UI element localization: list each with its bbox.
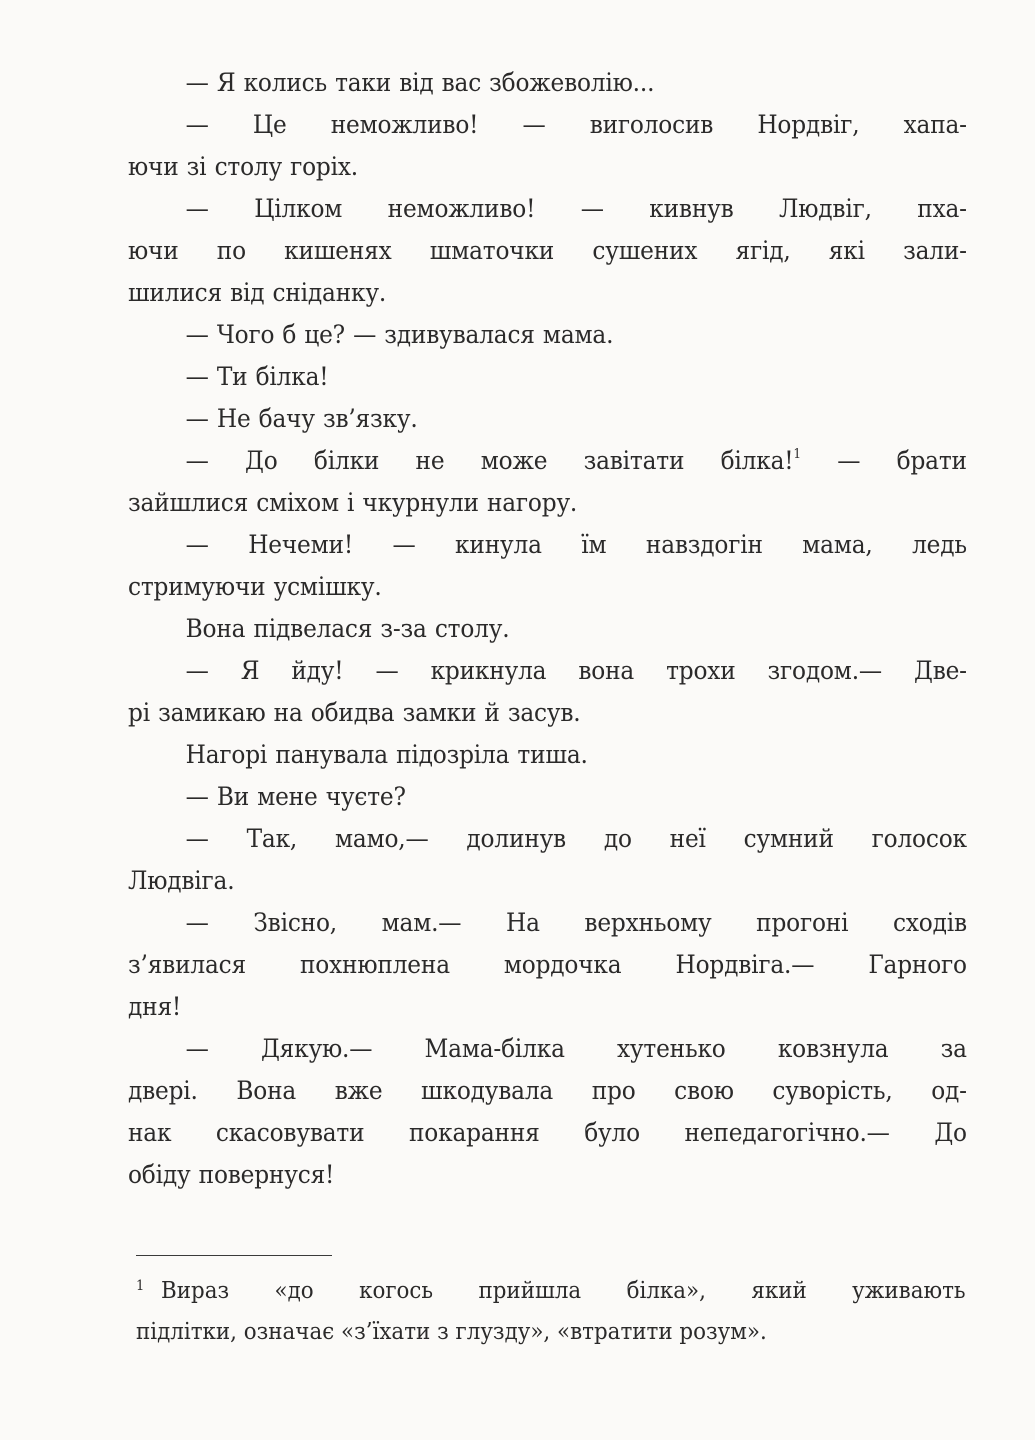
- text-line: — Звісно, мам.— На верхньому прогоні сходів: [185, 908, 967, 937]
- text-line: — Не бачу зв’язку.: [185, 404, 418, 433]
- paragraph: [128, 1028, 967, 1196]
- footnote-number: 1: [136, 1278, 145, 1294]
- text-line: Вона підвелася з-за столу.: [185, 614, 510, 643]
- text-line: з’явилася похнюплена мордочка Нордвіга.— Гарного: [128, 950, 967, 979]
- paragraph: [128, 356, 967, 398]
- paragraph: [128, 104, 967, 188]
- text-line: рі замикаю на обидва замки й засув.: [128, 698, 581, 727]
- body-text: [128, 62, 966, 1196]
- paragraph: [128, 314, 967, 356]
- text-line: — Я колись таки від вас збожеволію...: [185, 68, 655, 97]
- text-line: шилися від сніданку.: [128, 278, 387, 307]
- text-line: обіду повернуся!: [128, 1160, 335, 1189]
- text-line: — Ти білка!: [185, 362, 329, 391]
- text-line: дня!: [128, 992, 182, 1021]
- text-line: — Ви мене чуєте?: [185, 782, 406, 811]
- paragraph: [128, 524, 967, 608]
- text-line: — Нечеми! — кинула їм навздогін мама, ледь: [185, 530, 967, 559]
- text-line: — Дякую.— Мама-білка хутенько ковзнула за: [185, 1034, 967, 1063]
- text-segment: — брати: [800, 446, 967, 475]
- paragraph: [128, 776, 967, 818]
- text-line: двері. Вона вже шкодувала про свою суворість, од-: [128, 1076, 967, 1105]
- paragraph: [128, 650, 967, 734]
- text-line: [128, 440, 967, 482]
- paragraph: [128, 818, 967, 902]
- paragraph: [128, 62, 967, 104]
- text-line: зайшлися сміхом і чкурнули нагору.: [128, 488, 578, 517]
- text-line: нак скасовувати покарання було непедагогічно.— До: [128, 1118, 967, 1147]
- text-segment: — До білки не може завітати білка!: [185, 446, 794, 475]
- footnote-reference[interactable]: 1: [793, 447, 801, 462]
- footnote-text: Вираз «до когось прийшла білка», який уживають: [161, 1278, 966, 1304]
- paragraph: [128, 608, 967, 650]
- text-line: ючи по кишенях шматочки сушених ягід, які зали-: [128, 236, 967, 265]
- paragraph: [128, 398, 967, 440]
- text-line: — Я йду! — крикнула вона трохи згодом.— Две-: [185, 656, 967, 685]
- text-line: — Цілком неможливо! — кивнув Людвіг, пха-: [185, 194, 967, 223]
- paragraph: [128, 188, 967, 314]
- text-line: Людвіга.: [128, 866, 235, 895]
- footnote-line: [136, 1266, 966, 1312]
- text-line: — Чого б це? — здивувалася мама.: [185, 320, 614, 349]
- paragraph: [128, 902, 967, 1028]
- footnote-divider: [136, 1255, 332, 1256]
- text-line: — Це неможливо! — виголосив Нордвіг, хапа-: [185, 110, 967, 139]
- footnote-line: підлітки, означає «з’їхати з глузду», «втратити розум».: [136, 1319, 767, 1345]
- text-line: Нагорі панувала підозріла тиша.: [185, 740, 588, 769]
- text-line: — Так, мамо,— долинув до неї сумний голосок: [185, 824, 967, 853]
- text-line: ючи зі столу горіх.: [128, 152, 358, 181]
- text-line: стримуючи усмішку.: [128, 572, 382, 601]
- paragraph: [128, 734, 967, 776]
- footnote: [136, 1266, 966, 1353]
- paragraph-with-footnote: [128, 440, 967, 524]
